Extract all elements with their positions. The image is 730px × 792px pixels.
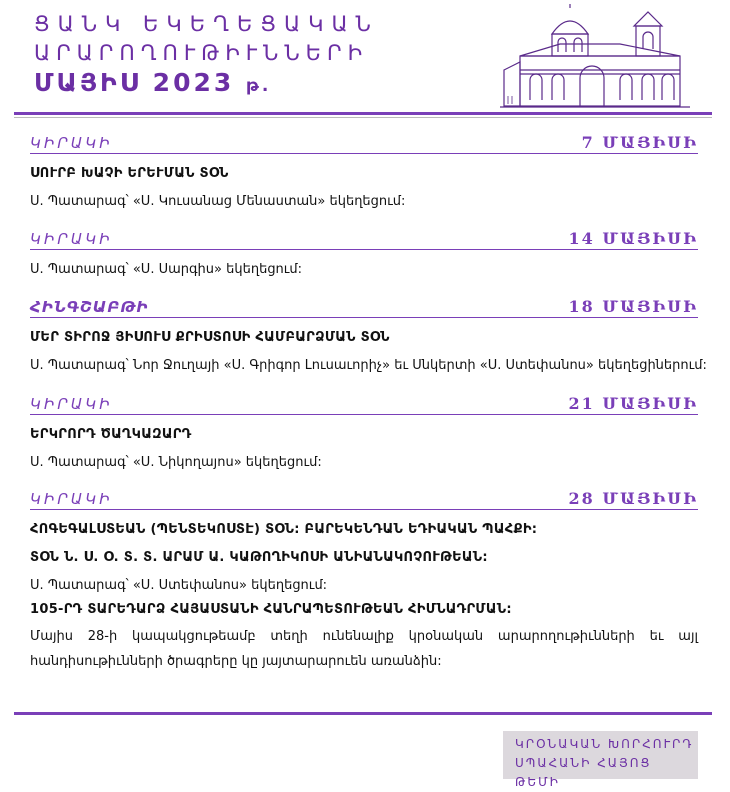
section-date: 18 ՄԱՅԻՍԻ: [568, 297, 698, 316]
top-divider: [14, 112, 712, 115]
title-line-1: ՑԱՆԿ ԵԿԵՂԵՑԱԿԱՆ: [34, 12, 379, 36]
top-divider-thin: [14, 117, 712, 118]
event-section: [30, 132, 698, 210]
feast-title: ՀՈԳԵԳԱԼՍՏԵԱՆ (ՊԵՆՏԵԿՈՍՏԷ) ՏՕՆ: ԲԱՐԵԿԵՆԴԱՆ ԵԴԻԱԿԱՆ ՊԱՀՔԻ:: [30, 522, 538, 537]
event-section: [30, 488, 698, 594]
feast-subtitle: ՏՕՆ Ն. Ս. Օ. Տ. Տ. ԱՐԱՄ Ա. ԿԱԹՈՂԻԿՈՍԻ ԱՆԻԱՆԱԿՈՉՈՒԹԵԱՆ:: [30, 550, 488, 565]
note-heading: 105-ՐԴ ՏԱՐԵԴԱՐՁ ՀԱՅԱՍՏԱՆԻ ՀԱՆՐԱՊԵՏՈՒԹԵԱՆ ՀԻՄՆԱԴՐՄԱՆ:: [30, 602, 512, 617]
event-section: [30, 393, 698, 471]
section-date: 28 ՄԱՅԻՍԻ: [568, 489, 698, 508]
footer-line-1: ԿՐՕՆԱԿԱՆ ԽՈՐՀՈՒՐԴ: [515, 737, 694, 751]
section-day: ԿԻՐԱԿԻ: [30, 134, 113, 152]
footer-line-2: ՍՊԱՀԱՆԻ ՀԱՅՈՑ ԹԵՄԻ: [515, 756, 652, 789]
footer-signature: [503, 731, 698, 789]
title-line-2: ԱՐԱՐՈՂՈՒԹԻՒՆՆԵՐԻ: [34, 41, 369, 65]
feast-title: ՍՈՒՐԲ ԽԱՉԻ ԵՐԵՒՄԱՆ ՏՕՆ: [30, 166, 229, 181]
section-day: ԿԻՐԱԿԻ: [30, 395, 113, 413]
event-section: [30, 228, 698, 278]
liturgy-line: Ս. Պատարագ՝ «Ս. Նիկողայոս» եկեղեցում:: [30, 455, 322, 470]
page-header: [0, 0, 730, 110]
section-header: [30, 228, 698, 250]
liturgy-line: Ս. Պատարագ՝ «Ս. Կուսանաց Մենաստան» եկեղեցում:: [30, 194, 406, 209]
church-illustration: [500, 4, 690, 110]
section-date: 7 ՄԱՅԻՍԻ: [581, 133, 698, 152]
section-header: [30, 296, 698, 318]
section-date: 14 ՄԱՅԻՍԻ: [568, 229, 698, 248]
note-body-line-2: հանդիսութիւնների ծրագրերը կը յայտարարուեն առանձին:: [30, 654, 442, 669]
anniversary-note: [30, 602, 698, 674]
section-header: [30, 488, 698, 510]
liturgy-line: Ս. Պատարագ՝ «Ս. Ստեփանոս» եկեղեցում:: [30, 578, 328, 593]
liturgy-line: Ս. Պատարագ՝ Նոր Ջուղայի «Ս. Գրիգոր Լուսաւորիչ» եւ Սնկերտի «Ս. Ստեփանոս» եկեղեցիներում:: [30, 358, 707, 373]
section-header: [30, 132, 698, 154]
section-day: ԿԻՐԱԿԻ: [30, 230, 113, 248]
title-month-year: ՄԱՅԻՍ 2023: [34, 68, 235, 97]
liturgy-line: Ս. Պատարագ՝ «Ս. Սարգիս» եկեղեցում:: [30, 262, 303, 277]
event-section: [30, 296, 707, 374]
note-body-line-1: Մայիս 28-ի կապակցութեամբ տեղի ունենալիք կրօնական արարողութիւնների եւ այլ: [30, 629, 698, 644]
feast-title: ԵՐԿՐՈՐԴ ԾԱՂԿԱԶԱՐԴ: [30, 427, 192, 442]
section-header: [30, 393, 698, 415]
title-suffix: թ.: [245, 76, 272, 96]
title-line-3: [34, 68, 271, 97]
section-date: 21 ՄԱՅԻՍԻ: [568, 394, 698, 413]
bottom-divider: [14, 712, 712, 715]
feast-title: ՄԵՐ ՏԻՐՈՋ ՅԻՍՈՒՍ ՔՐԻՍՏՈՍԻ ՀԱՄԲԱՐՁՄԱՆ ՏՕՆ: [30, 330, 390, 345]
section-day: ԿԻՐԱԿԻ: [30, 490, 113, 508]
section-day: ՀԻՆԳՇԱԲԹԻ: [30, 298, 149, 316]
